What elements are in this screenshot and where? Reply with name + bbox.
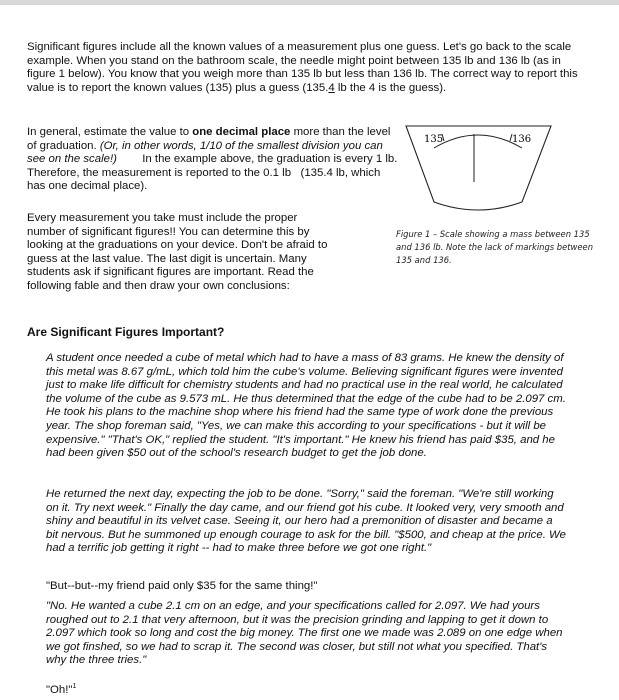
estimate-after-bold: more than the level of graduation.: [27, 126, 391, 152]
intro-paragraph: [27, 41, 587, 95]
measurement-paragraph: Every measurement you take must include the proper number of significant figures!! You can determine this by looking at the graduations on your device. Don't be afraid to guess at the last value. The last digit is uncertain. Many students ask if significant figures are important. Read the following fable and then draw your own conclusions:: [27, 212, 328, 292]
story-paragraph-2: He returned the next day, expecting the job to be done. "Sorry," said the foreman. "We're still working on it. Try next week." Finally the day came, and our friend got his cube. It looked very, very smooth and shiny and beautiful in its velvet case. Seeing it, our hero had a premonition of disaster and became a bit nervous. But he summoned up enough courage to ask for the bill. "$500, and cheap at the price. We had a terrific job getting it right -- had to make three before we got one right.": [46, 488, 566, 555]
story-paragraph-4: "No. He wanted a cube 2.1 cm on an edge, and your specifications called for 2.097. We had yours roughed out to 2.1 that very afternoon, but it was the precision grinding and lapping to get it down to 2.097 which took so long and cost the big money. The first one we made was 2.089 on one edge when we got finshed, so we had to scrap it. The second was closer, but still not what you specified. That's why the three tries.": [46, 600, 563, 667]
label-135: 135: [424, 134, 444, 145]
story-paragraph-3: "But--but--my friend paid only $35 for the same thing!": [46, 580, 318, 592]
intro-text: Significant figures include all the known values of a measurement plus one guess. Let's go back to the scale example. When you stand on the bathroom scale, the needle might point between 135 lb and 136 lb (as in figure 1 below). You know that you weigh more than 135 lb but less than 136 lb. The correct way to report this value is to report the known values (135) plus a guess (135.: [27, 41, 578, 94]
story-paragraph-5: [46, 680, 566, 697]
estimate-lead: In general, estimate the value to: [27, 126, 193, 138]
top-border: [0, 0, 619, 5]
estimate-bold: one decimal place: [192, 126, 291, 138]
guess-digit: 4: [328, 81, 335, 94]
scale-figure: [404, 124, 554, 221]
label-136: 136: [512, 134, 532, 145]
intro-text-end: lb the 4 is the guess).: [334, 81, 447, 94]
footnote-mark: 1: [72, 683, 77, 690]
estimate-rest: In the example above, the graduation is every 1 lb. Therefore, the measurement is reported to the 0.1 lb (135.4 lb, which has one decimal place).: [27, 153, 401, 193]
scale-arc: [434, 135, 522, 148]
section-heading: Are Significant Figures Important?: [27, 325, 225, 339]
story-paragraph-1: A student once needed a cube of metal which had to have a mass of 83 grams. He knew the density of this metal was 8.67 g/mL, which told him the cube's volume. Believing significant figures were invented just to make life difficult for chemistry students and had no practical use in the real world, he calculated the volume of the cube as 9.573 mL. He thus determined that the edge of the cube had to be 2.097 cm. He took his plans to the machine shop where his friend had the same type of work done the previous year. The shop foreman said, "Yes, we can make this according to your specifications - but it will be expensive." "That's OK," replied the student. "It's important." He knew his friend has paid $35, and he had been given $50 out of the school's research budget to get the job done.: [46, 352, 566, 460]
figure-caption: Figure 1 – Scale showing a mass between 135 and 136 lb. Note the lack of markings between 135 and 136.: [396, 229, 594, 265]
scale-drawing: [404, 124, 554, 216]
story-oh: "Oh!": [46, 683, 73, 696]
estimate-paragraph: [27, 126, 399, 194]
estimate-italic: (Or, in other words, 1/10 of the smallest division you can see on the scale!): [27, 139, 383, 166]
